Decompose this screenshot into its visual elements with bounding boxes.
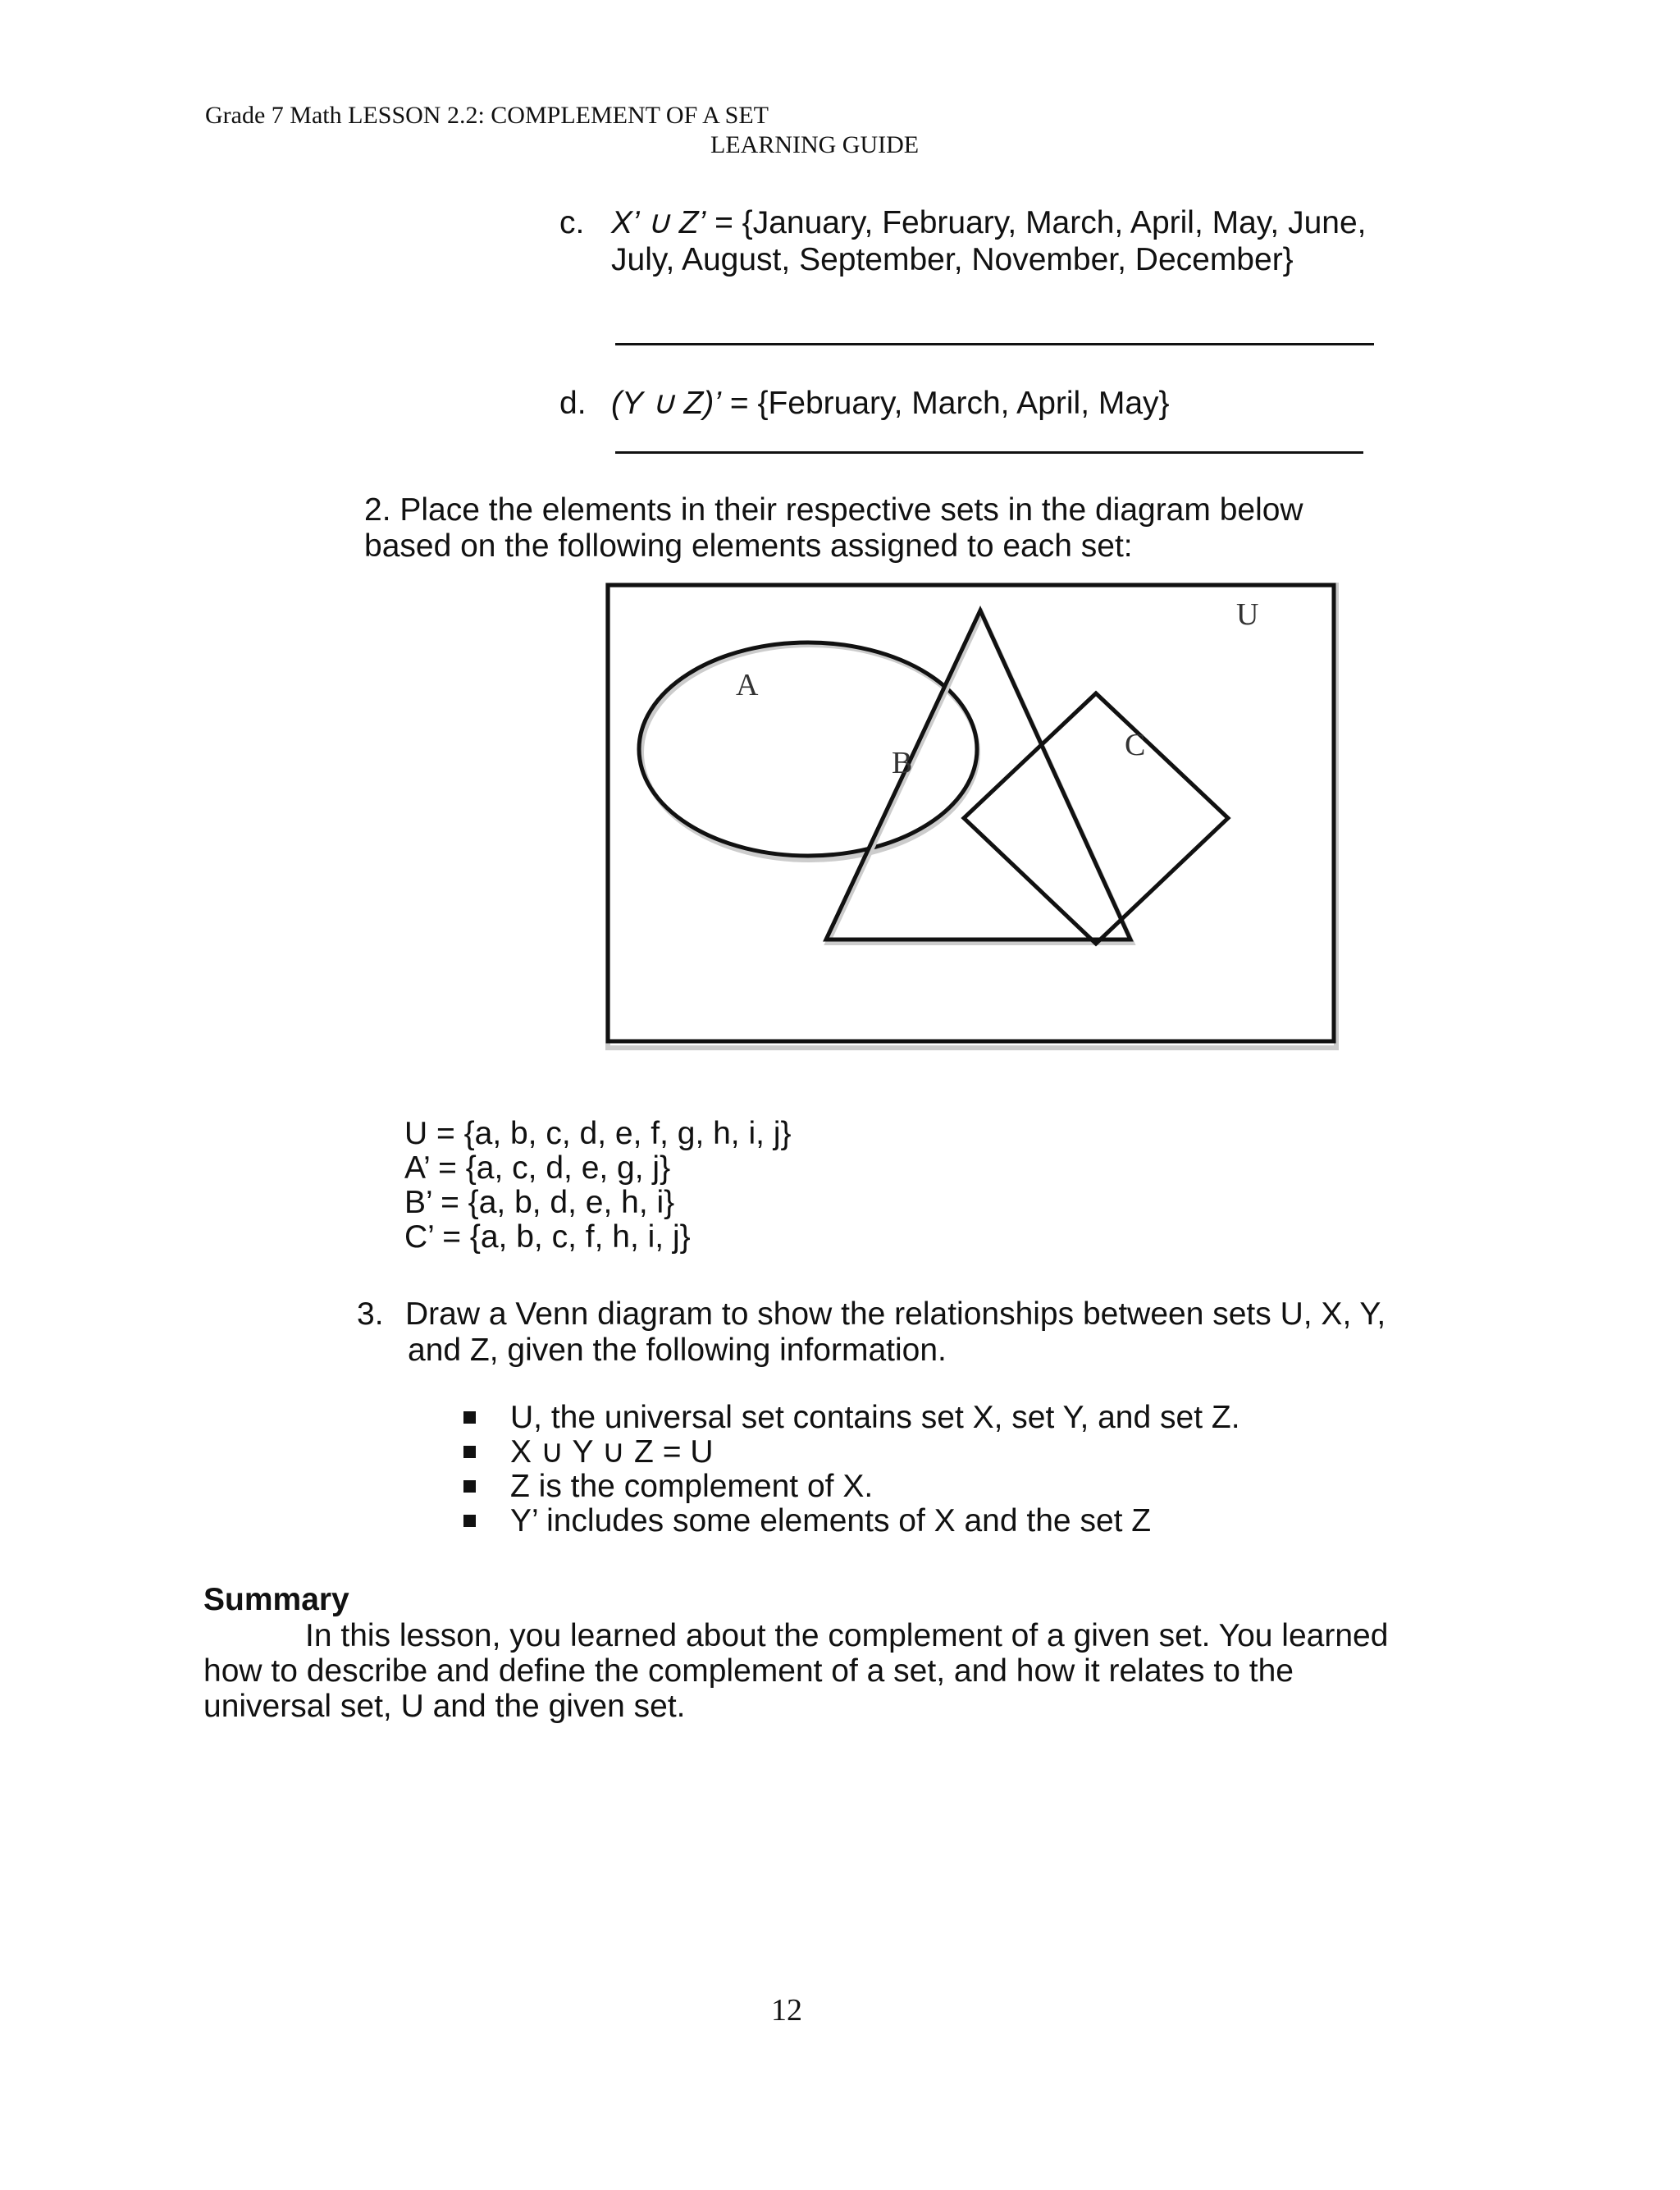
set-u-definition: U = {a, b, c, d, e, f, g, h, i, j}	[404, 1116, 792, 1151]
q2-line2: based on the following elements assigned to each set:	[364, 528, 1133, 564]
item-d-expression: (Y ∪ Z)’	[611, 386, 721, 421]
summary-heading: Summary	[203, 1582, 349, 1617]
bullet-item: X ∪ Y ∪ Z = U	[510, 1434, 714, 1470]
set-c-square[interactable]	[964, 693, 1228, 944]
item-c-set: = {January, February, March, April, May, June,	[705, 205, 1367, 240]
q3-number: 3.	[357, 1296, 384, 1332]
bullet-marker	[463, 1411, 476, 1424]
set-c-complement: C’ = {a, b, c, f, h, i, j}	[404, 1219, 691, 1255]
bullet-marker	[463, 1480, 476, 1493]
label-c: C	[1125, 728, 1146, 762]
label-u: U	[1236, 597, 1259, 632]
summary-line2: how to describe and define the complement of a set, and how it relates to the	[203, 1653, 1294, 1689]
label-a: A	[736, 668, 759, 702]
q3-line2: and Z, given the following information.	[408, 1333, 947, 1368]
item-c-line2: July, August, September, November, December}	[611, 242, 1294, 277]
set-b-triangle[interactable]	[826, 610, 1130, 940]
set-a-complement: A’ = {a, c, d, e, g, j}	[404, 1150, 671, 1186]
label-b: B	[892, 746, 913, 780]
item-d-label: d.	[559, 386, 587, 421]
set-b-complement: B’ = {a, b, d, e, h, i}	[404, 1185, 675, 1220]
set-diagram[interactable]	[603, 578, 1341, 1054]
answer-line-c[interactable]	[615, 343, 1374, 345]
answer-line-d[interactable]	[615, 451, 1363, 454]
item-c-label: c.	[559, 205, 585, 240]
bullet-item: U, the universal set contains set X, set Y, and set Z.	[510, 1400, 1240, 1435]
item-c-line1	[611, 205, 1367, 241]
header-title: Grade 7 Math LESSON 2.2: COMPLEMENT OF A SET	[205, 102, 769, 129]
item-d-line	[611, 386, 1170, 422]
item-c-expression: X’ ∪ Z’	[611, 205, 706, 240]
bullet-marker	[463, 1515, 476, 1527]
set-a-ellipse[interactable]	[639, 642, 977, 856]
summary-line1: In this lesson, you learned about the complement of a given set. You learned	[305, 1618, 1389, 1653]
summary-line3: universal set, U and the given set.	[203, 1689, 686, 1724]
page-number: 12	[771, 1993, 802, 2028]
set-b-triangle-shadow	[828, 614, 1132, 943]
item-d-set: = {February, March, April, May}	[721, 386, 1170, 421]
q3-line1: Draw a Venn diagram to show the relationships between sets U, X, Y,	[405, 1296, 1386, 1332]
bullet-item: Z is the complement of X.	[510, 1469, 874, 1504]
bullet-item: Y’ includes some elements of X and the set Z	[510, 1503, 1152, 1538]
q2-line1: 2. Place the elements in their respective sets in the diagram below	[364, 492, 1303, 528]
header-subtitle: LEARNING GUIDE	[710, 131, 920, 158]
bullet-marker	[463, 1446, 476, 1458]
